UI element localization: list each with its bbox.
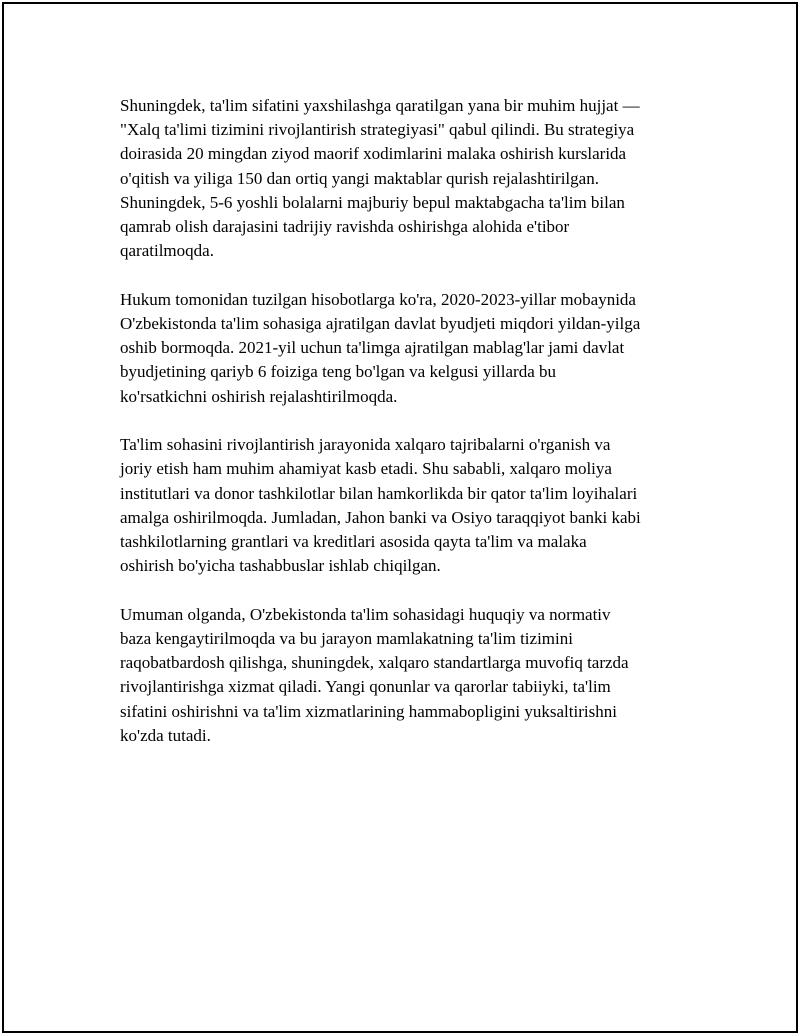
text-line: Hukum tomonidan tuzilgan hisobotlarga ko'ra, 2020-2023-yillar mobaynida (120, 289, 636, 309)
text-line: qamrab olish darajasini tadrijiy ravishda oshirishga alohida e'tibor (120, 217, 570, 237)
text-line: tashkilotlarning grantlari va kreditlari asosida qayta ta'lim va malaka (120, 532, 587, 552)
text-line: amalga oshirilmoqda. Jumladan, Jahon banki va Osiyo taraqqiyot banki kabi (120, 507, 641, 527)
text-line: "Xalq ta'limi tizimini rivojlantirish strategiyasi" qabul qilindi. Bu strategiya (120, 120, 635, 140)
text-line: raqobatbardosh qilishga, shuningdek, xalqaro standartlarga muvofiq tarzda (120, 653, 629, 673)
text-line: ko'rsatkichni oshirish rejalashtirilmoqda. (120, 386, 398, 406)
text-line: rivojlantirishga xizmat qiladi. Yangi qonunlar va qarorlar tabiiyki, ta'lim (120, 677, 611, 697)
text-line: byudjetining qariyb 6 foiziga teng bo'lgan va kelgusi yillarda bu (120, 362, 556, 382)
text-line: institutlari va donor tashkilotlar bilan hamkorlikda bir qator ta'lim loyihalari (120, 483, 638, 503)
paragraph-2 (120, 288, 695, 409)
text-line: o'qitish va yiliga 150 dan ortiq yangi maktablar qurish rejalashtirilgan. (120, 168, 599, 188)
document-page (2, 2, 798, 1033)
document-body (120, 94, 695, 772)
text-line: qaratilmoqda. (120, 241, 214, 261)
text-line: Umuman olganda, O'zbekistonda ta'lim sohasidagi huquqiy va normativ (120, 604, 611, 624)
text-line: ko'zda tutadi. (120, 725, 211, 745)
text-line: oshib bormoqda. 2021-yil uchun ta'limga ajratilgan mablag'lar jami davlat (120, 338, 625, 358)
text-line: sifatini oshirishni va ta'lim xizmatlarining hammabopligini yuksaltirishni (120, 701, 617, 721)
paragraph-4 (120, 603, 695, 748)
text-line: O'zbekistonda ta'lim sohasiga ajratilgan davlat byudjeti miqdori yildan-yilga (120, 314, 641, 334)
text-line: Shuningdek, ta'lim sifatini yaxshilashga qaratilgan yana bir muhim hujjat — (120, 96, 640, 115)
text-line: doirasida 20 mingdan ziyod maorif xodimlarini malaka oshirish kurslarida (120, 144, 627, 164)
text-line: oshirish bo'yicha tashabbuslar ishlab chiqilgan. (120, 556, 441, 576)
text-line: Ta'lim sohasini rivojlantirish jarayonida xalqaro tajribalarni o'rganish va (120, 435, 611, 455)
paragraph-1 (120, 94, 695, 263)
paragraph-3 (120, 433, 695, 578)
text-line: joriy etish ham muhim ahamiyat kasb etadi. Shu sababli, xalqaro moliya (120, 459, 612, 479)
text-line: Shuningdek, 5-6 yoshli bolalarni majburiy bepul maktabgacha ta'lim bilan (120, 192, 625, 212)
text-line: baza kengaytirilmoqda va bu jarayon mamlakatning ta'lim tizimini (120, 629, 573, 649)
